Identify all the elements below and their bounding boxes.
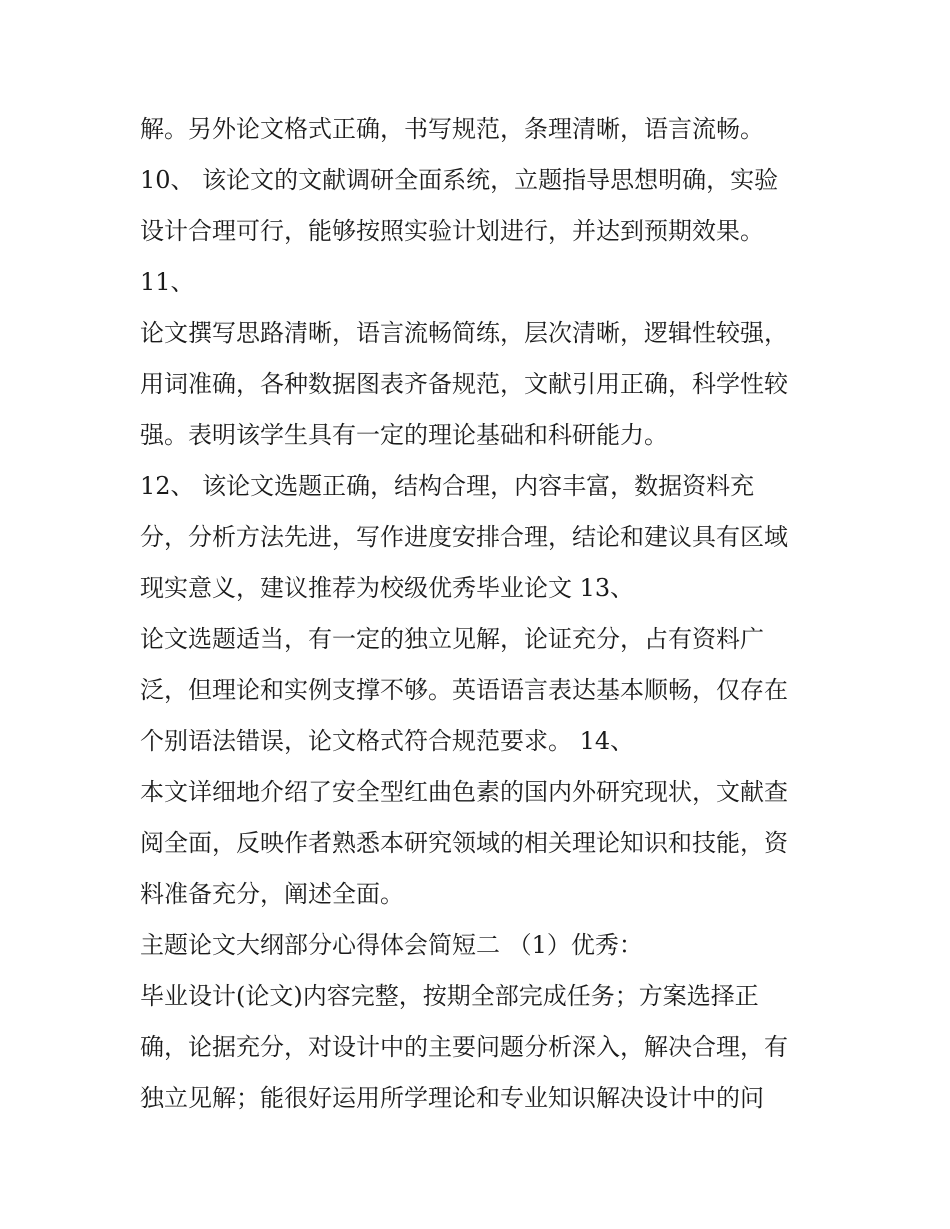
text-line: 12、 该论文选题正确，结构合理，内容丰富，数据资料充 xyxy=(140,472,755,500)
text-line: 解。另外论文格式正确，书写规范，条理清晰，语言流畅。 xyxy=(140,115,764,143)
text-line: 设计合理可行，能够按照实验计划进行，并达到预期效果。 xyxy=(140,217,764,245)
text-line: 本文详细地介绍了安全型红曲色素的国内外研究现状，文献查 xyxy=(140,778,788,806)
text-line: 阅全面，反映作者熟悉本研究领域的相关理论知识和技能，资 xyxy=(140,829,788,857)
text-line: 论文撰写思路清晰，语言流畅简练，层次清晰，逻辑性较强， xyxy=(140,319,788,347)
text-line: 泛，但理论和实例支撑不够。英语语言表达基本顺畅，仅存在 xyxy=(140,676,788,704)
text-line: 10、 该论文的文献调研全面系统，立题指导思想明确，实验 xyxy=(140,166,779,194)
text-line: 11、 xyxy=(140,268,195,296)
text-line: 主题论文大纲部分心得体会简短二 （1）优秀： xyxy=(140,931,643,959)
text-line: 确，论据充分，对设计中的主要问题分析深入，解决合理，有 xyxy=(140,1033,788,1061)
text-line: 个别语法错误，论文格式符合规范要求。 14、 xyxy=(140,727,635,755)
text-line: 论文选题适当，有一定的独立见解，论证充分，占有资料广 xyxy=(140,625,764,653)
text-line: 独立见解；能很好运用所学理论和专业知识解决设计中的问 xyxy=(140,1084,764,1112)
text-line: 现实意义，建议推荐为校级优秀毕业论文 13、 xyxy=(140,574,635,602)
text-line: 强。表明该学生具有一定的理论基础和科研能力。 xyxy=(140,421,668,449)
text-line: 分，分析方法先进，写作进度安排合理，结论和建议具有区域 xyxy=(140,523,788,551)
text-line: 用词准确，各种数据图表齐备规范，文献引用正确，科学性较 xyxy=(140,370,788,398)
text-line: 毕业设计(论文)内容完整，按期全部完成任务；方案选择正 xyxy=(140,982,759,1010)
text-line: 料准备充分，阐述全面。 xyxy=(140,880,404,908)
